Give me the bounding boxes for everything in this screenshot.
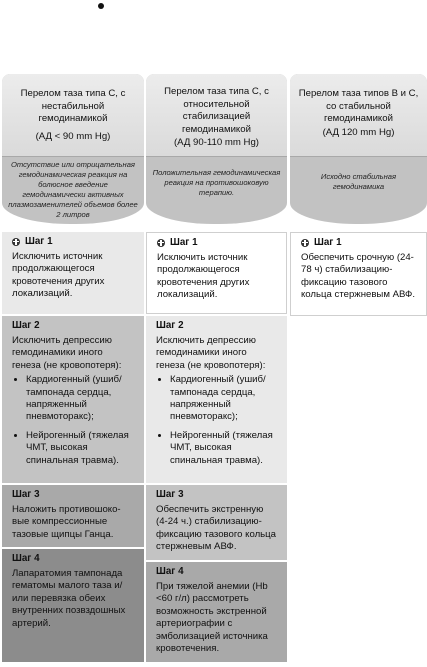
step-text: Обеспечить срочную (24-78 ч) стабилизацию- фиксацию тазового кольца стержневым АВФ. <box>301 252 416 301</box>
col3-step1 <box>290 232 427 316</box>
col2-step1 <box>146 232 287 314</box>
step-header <box>156 320 277 331</box>
col2-step3 <box>146 485 287 560</box>
list-item: • Нейрогенный (тяжелая ЧМТ, высокая спинальная травма). <box>26 430 134 467</box>
col2-step4 <box>146 562 287 662</box>
step-label: Шаг 1 <box>314 237 342 248</box>
column-title <box>294 88 423 139</box>
step-header <box>12 320 134 331</box>
column-title-text: Перелом таза типа C, с нестабильной гемодинамикой <box>20 88 126 125</box>
step-label: Шаг 1 <box>170 237 198 248</box>
cause-list <box>156 374 277 467</box>
column-pressure: (АД 120 mm Hg) <box>322 126 395 138</box>
crosshair-icon <box>301 239 309 247</box>
step-header <box>156 489 277 500</box>
step-text: Исключить источник продолжающегося кровотечения других локализаций. <box>157 252 250 301</box>
col1-step1 <box>2 232 144 314</box>
step-text: Исключить источник продолжающегося кровотечения других локализаций. <box>12 251 105 300</box>
step-label: Шаг 1 <box>25 236 53 247</box>
column-note: Положительная гемодинамическая реакция на противошоковую терапию. <box>152 168 281 197</box>
step-label: Шаг 2 <box>12 320 40 331</box>
column-pressure: (АД < 90 mm Hg) <box>35 130 111 142</box>
column-title <box>150 86 283 150</box>
step-header <box>301 237 416 248</box>
step-header <box>12 553 134 564</box>
col1-step2 <box>2 316 144 483</box>
column-header-relative <box>146 74 287 224</box>
column-pressure: (АД 90-110 mm Hg) <box>173 137 259 149</box>
step-header <box>12 236 134 247</box>
step-label: Шаг 3 <box>156 489 184 500</box>
step-label: Шаг 4 <box>156 566 184 577</box>
column-note: Отсутствие или отрицательная гемодинамическая реакция на болюсное введение гемодинамически активных плазмозаменителей объемов более 2 литров <box>8 160 138 219</box>
bullet-dot <box>98 3 104 9</box>
col1-step4 <box>2 549 144 662</box>
step-label: Шаг 3 <box>12 489 40 500</box>
column-header-stable <box>290 74 427 224</box>
step-text: При тяжелой анемии (Hb <60 г/л) рассмотреть возможность экстренной артериографии с эмболизацией источника кровотечения. <box>156 581 268 655</box>
crosshair-icon <box>157 239 165 247</box>
step-label: Шаг 2 <box>156 320 184 331</box>
column-header-unstable <box>2 74 144 224</box>
step-text: Наложить противошоко- вые компрессионные тазовые щипцы Ганца. <box>12 504 121 540</box>
col1-step3 <box>2 485 144 547</box>
list-item: • Кардиогенный (ушиб/ тампонада сердца, напряженный пневмоторакс); <box>26 374 134 424</box>
crosshair-icon <box>12 238 20 246</box>
step-label: Шаг 4 <box>12 553 40 564</box>
list-item: • Кардиогенный (ушиб/ тампонада сердца, напряженный пневмоторакс); <box>170 374 277 424</box>
step-text: Исключить депрессию гемодинамики иного генеза (не кровопотеря): <box>156 335 266 371</box>
column-title-text: Перелом таза типа C, с относительной стабилизацией гемодинамикой <box>164 86 269 135</box>
step-header <box>157 237 276 248</box>
col2-step2 <box>146 316 287 483</box>
step-text: Лапаратомия тампонада гематомы малого таза и/или перевязка обеих внутренних позвздошных артерий. <box>12 568 126 629</box>
step-text: Исключить депрессию гемодинамики иного генеза (не кровопотеря): <box>12 335 122 371</box>
column-title <box>6 88 140 143</box>
step-header <box>12 489 134 500</box>
step-text: Обеспечить экстренную (4-24 ч.) стабилизацию- фиксацию тазового кольца стержневым АВФ. <box>156 504 277 553</box>
step-header <box>156 566 277 577</box>
column-title-text: Перелом таза типов B и C, со стабильной гемодинамикой <box>298 88 419 125</box>
list-item: • Нейрогенный (тяжелая ЧМТ, высокая спинальная травма). <box>170 430 277 467</box>
cause-list <box>12 374 134 467</box>
column-note: Исходно стабильная гемодинамика <box>320 172 397 191</box>
